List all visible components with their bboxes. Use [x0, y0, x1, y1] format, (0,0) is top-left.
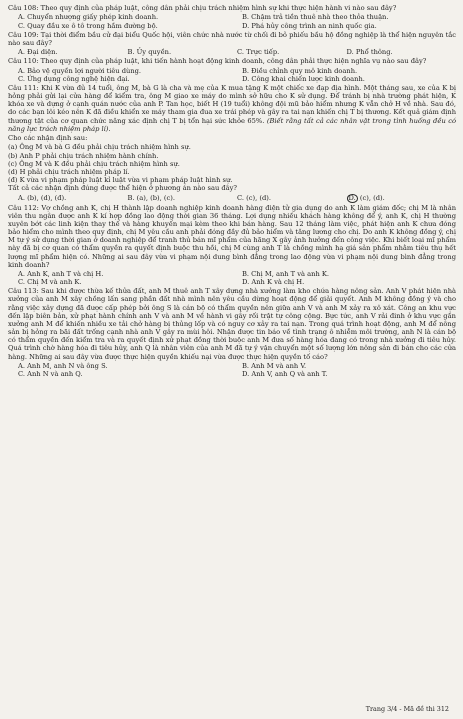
question-111-ask: Tất cả các nhận định đúng được thể hiện ở phương án nào sau đây? [8, 184, 238, 193]
question-109-option-c: C. Trực tiếp. [237, 48, 280, 57]
question-111-given: Cho các nhận định sau: [8, 134, 88, 143]
question-109-stem: Câu 109: Tại thời điểm bầu cử đại biểu Quốc hội, viên chức nhà nước từ chối đi bỏ phiếu bầu hộ đồng nghiệp là thể hiện nguyên tắc nào sau đây? [8, 30, 456, 47]
question-112-options [8, 270, 456, 286]
question-110-stem: Câu 110: Theo quy định của pháp luật, khi tiến hành hoạt động kinh doanh, công dân phải thực hiện nghĩa vụ nào sau đây? [8, 57, 427, 66]
question-111-stem [8, 84, 456, 133]
question-111-option-d [347, 194, 457, 203]
page-footer: Trang 3/4 - Mã đề thi 312 [365, 704, 449, 713]
question-113-option-b: B. Anh M và anh V. [242, 361, 307, 370]
question-108-option-a: A. Chuyển nhượng giấy phép kinh doanh. [18, 13, 159, 22]
question-108-option-b: B. Chậm trả tiền thuê nhà theo thỏa thuận. [242, 13, 389, 22]
question-108-option-d: D. Phá hủy công trình an ninh quốc gia. [242, 21, 377, 30]
question-109-options [8, 48, 456, 56]
question-111-note: (Biết rằng tất cả các nhân vật trong tình huống đều có năng lực trách nhiệm pháp lí). [8, 116, 456, 133]
answer-circle-mark: D. [348, 193, 356, 202]
question-113-option-c: C. Anh N và anh Q. [18, 370, 83, 379]
question-111-options [8, 194, 456, 203]
question-109-option-b: B. Ủy quyền. [127, 48, 172, 57]
question-111-option-a: A. (b), (d), (đ). [18, 193, 67, 202]
question-113-options [8, 362, 456, 378]
question-112-stem: Câu 112: Vợ chồng anh K, chị H thành lập doanh nghiệp kinh doanh hàng điện tử gia dụng do anh K làm giám đốc; chị M là nhân viên thu ngân được anh K kí hợp đồng lao động thời gian 36 tháng. Lợi dụng nhiều khách hàng không để ý, anh K, chị H thường xuyên bớt các linh kiện thay thế và hàng khuyến mại kèm theo khi bán hàng. Sau 12 tháng làm việc, phát hiện anh K chưa đóng bảo hiểm cho mình theo quy định, chị M yêu cầu anh phải đóng đầy đủ bảo hiểm và tăng lương cho chị. Do anh K không đồng ý, chị M tự ý sử dụng thời gian ở doanh nghiệp để tranh thủ bán mĩ phẩm của hãng X gây ảnh hưởng đến công việc. Khi biết loại mĩ phẩm này đã bị cơ quan có thẩm quyền ra quyết định buộc thu hồi, chị M cùng anh T là chồng mình hạ giá sản phẩm nhằm tiêu thụ hết lượng mĩ phẩm hiện có. Những ai sau đây vừa vi phạm nội dung bình đẳng trong lao động vừa vi phạm nội dung bình đẳng trong kinh doanh? [8, 203, 456, 269]
question-110-option-d: D. Công khai chiến lược kinh doanh. [242, 74, 365, 83]
question-108-options [8, 13, 456, 29]
question-110-option-c: C. Ứng dụng công nghệ hiện đại. [18, 74, 130, 83]
question-108-stem: Câu 108: Theo quy định của pháp luật, công dân phải chịu trách nhiệm hình sự khi thực hiện hành vi nào sau đây? [8, 4, 397, 12]
question-113-stem: Câu 113: Sau khi được thừa kế thửa đất, anh M thuê anh T xây dựng nhà xưởng làm kho chứa hàng nông sản. Anh V phát hiện nhà xưởng của anh M xây chồng lấn sang phần đất nhà mình nên yêu cầu dừng hoạt động để giải quyết. Anh M không đồng ý và cho rằng việc xây dựng đã được cấp phép bởi ông S là cán bộ có thẩm quyền nên giữa anh V và anh M xảy ra xô xát. Công an khu vực đến lập biên bản, xử phạt hành chính anh V và anh M về hành vi gây rối trật tự công cộng. Bực tức, anh V rải đinh ở khu vực gần xưởng anh M để khiến nhiều xe tải chở hàng bị thủng lốp và có nguy cơ xảy ra tai nạn. Trong quá trình hoạt động, anh M để nông sản bị hỏng ra bãi đất trống cạnh nhà anh V gây ra mùi hôi. Nhận được tin báo về tình trạng ô nhiễm môi trường, anh N là cán bộ có thẩm quyền đến kiểm tra và ra quyết định xử phạt đồng thời buộc anh M đưa số hàng hóa đang có trong nhà xưởng đi tiêu hủy. Quá trình chờ hàng hóa đi tiêu hủy, anh Q là nhân viên của anh M đã tự ý vận chuyển một số lượng lớn nông sản đi bán cho các cửa hàng. Những ai sau đây vừa được thực hiện quyền khiếu nại vừa được thực hiện quyền tố cáo? [8, 287, 456, 361]
question-109-option-d: D. Phổ thông. [346, 48, 393, 57]
question-113-option-d: D. Anh V, anh Q và anh T. [242, 370, 328, 379]
question-109-option-a: A. Đại diện. [18, 48, 58, 57]
question-110-option-b: B. Điều chỉnh quy mô kinh doanh. [242, 66, 358, 75]
statement-dd: (đ) K vừa vi phạm pháp luật kỉ luật vừa vi phạm pháp luật hình sự. [8, 176, 233, 185]
question-110-options [8, 67, 456, 83]
question-108-option-c: C. Quay đầu xe ô tô trong hầm đường bộ. [18, 21, 158, 30]
question-111-option-d-text: (c), (d). [359, 193, 385, 202]
statement-d: (d) H phải chịu trách nhiệm pháp lí. [8, 167, 130, 176]
question-110-option-a: A. Bảo vệ quyền lợi người tiêu dùng. [18, 66, 142, 75]
question-111-option-c: C. (c), (d). [237, 193, 271, 202]
statement-b: (b) Anh P phải chịu trách nhiệm hành chính. [8, 151, 159, 160]
question-112-option-d: D. Anh K và chị H. [242, 278, 305, 287]
statement-a: (a) Ông M và bà G đều phải chịu trách nhiệm hình sự. [8, 143, 191, 152]
question-111-text: Câu 111: Khi K vừa đủ 14 tuổi, ông M, bà G là cha và mẹ của K mua tặng K một chiếc xe đạp địa hình. Một tháng sau, xe của K bị hỏng phải gửi lại cửa hàng để kiểm tra, ông M giao xe máy do mình sở hữu cho K sử dụng. Để tránh bị nhà trường phát hiện, K khóa xe và dựng ở cạnh quán nước của anh P. Tan học, biết H (19 tuổi) không đội mũ bảo hiểm nhưng K vẫn chở H về nhà. Sau đó, do các bạn lôi kéo nên K đã điều khiển xe máy tham gia đua xe trái phép và gây ra tai nạn khiến chị T bị thương. Kết quả giám định thương tật của cơ quan chức năng xác định chị T bị tổn hại sức khỏe 65%. [8, 83, 456, 125]
question-112-option-a: A. Anh K, anh T và chị H. [18, 270, 104, 278]
question-113-option-a: A. Anh M, anh N và ông S. [18, 361, 108, 370]
question-111-option-b: B. (a), (b), (c). [127, 193, 175, 202]
question-112-option-c: C. Chị M và anh K. [18, 278, 82, 287]
statement-c: (c) Ông M và K đều phải chịu trách nhiệm hình sự. [8, 159, 180, 168]
question-112-option-b: B. Chị M, anh T và anh K. [242, 270, 330, 278]
